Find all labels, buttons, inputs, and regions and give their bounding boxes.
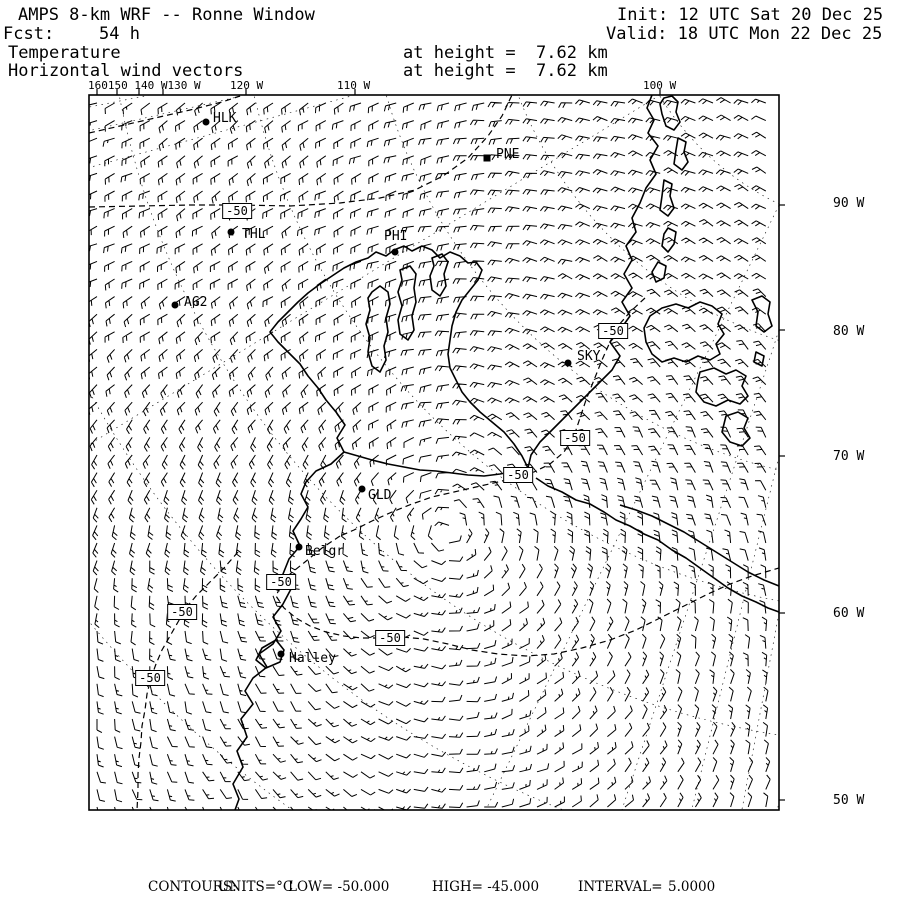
right-axis-label-50w: 50 W (833, 793, 865, 808)
contour-label-box: -50 (135, 670, 165, 686)
top-axis-label-160-130w: 160150 140 W130 W (88, 79, 201, 92)
field2-name: Horizontal wind vectors (8, 61, 244, 81)
contour-label-box: -50 (560, 430, 590, 446)
map-frame (89, 95, 779, 810)
fcst-value: 54 h (99, 24, 140, 44)
right-axis-label-70w: 70 W (833, 449, 865, 464)
footer-high: HIGH= -45.000 (432, 879, 540, 895)
field1-name: Temperature (8, 43, 121, 63)
station-label-Halley: Halley (289, 651, 336, 666)
plot-title: AMPS 8-km WRF -- Ronne Window (18, 5, 315, 25)
station-label-AG2: AG2 (184, 295, 208, 310)
field2-level: at height = 7.62 km (403, 61, 608, 81)
contour-label-box: -50 (266, 574, 296, 590)
contour-label-box: -50 (222, 203, 252, 219)
footer-interval-value: 5.0000 (668, 879, 716, 895)
right-axis-label-80w: 80 W (833, 324, 865, 339)
wind-barb-field (85, 98, 770, 820)
temperature-contours (89, 95, 779, 810)
station-label-SKY: SKY (577, 349, 601, 364)
contour-label-box: -50 (167, 604, 197, 620)
station-label-GLD: GLD (368, 488, 392, 503)
contour-label-box: -50 (375, 630, 405, 646)
station-label-PNE: PNE (496, 147, 520, 162)
coastlines (233, 95, 779, 810)
init-time: Init: 12 UTC Sat 20 Dec 25 (617, 5, 884, 25)
footer-contours-label: CONTOURS: (148, 879, 237, 895)
station-label-HLK: HLK (213, 111, 237, 126)
contour-label-box: -50 (598, 323, 628, 339)
footer-interval-label: INTERVAL= (578, 879, 663, 895)
top-axis-label-100w: 100 W (643, 79, 677, 92)
right-axis-label-60w: 60 W (833, 606, 865, 621)
fcst-label: Fcst: (3, 24, 55, 44)
field1-level: at height = 7.62 km (403, 43, 608, 63)
top-axis-label-120w: 120 W (230, 79, 264, 92)
station-label-Belgr: Belgr (305, 544, 345, 559)
top-axis-label-110w: 110 W (337, 79, 371, 92)
station-label-PHI: PHI (384, 229, 408, 244)
right-axis-label-90w: 90 W (833, 196, 865, 211)
footer-units: UNITS=°C (218, 879, 294, 895)
valid-time: Valid: 18 UTC Mon 22 Dec 25 (606, 24, 883, 44)
footer-low: LOW= -50.000 (288, 879, 390, 895)
contour-label-box: -50 (503, 467, 533, 483)
station-label-THL: THL (242, 227, 266, 242)
